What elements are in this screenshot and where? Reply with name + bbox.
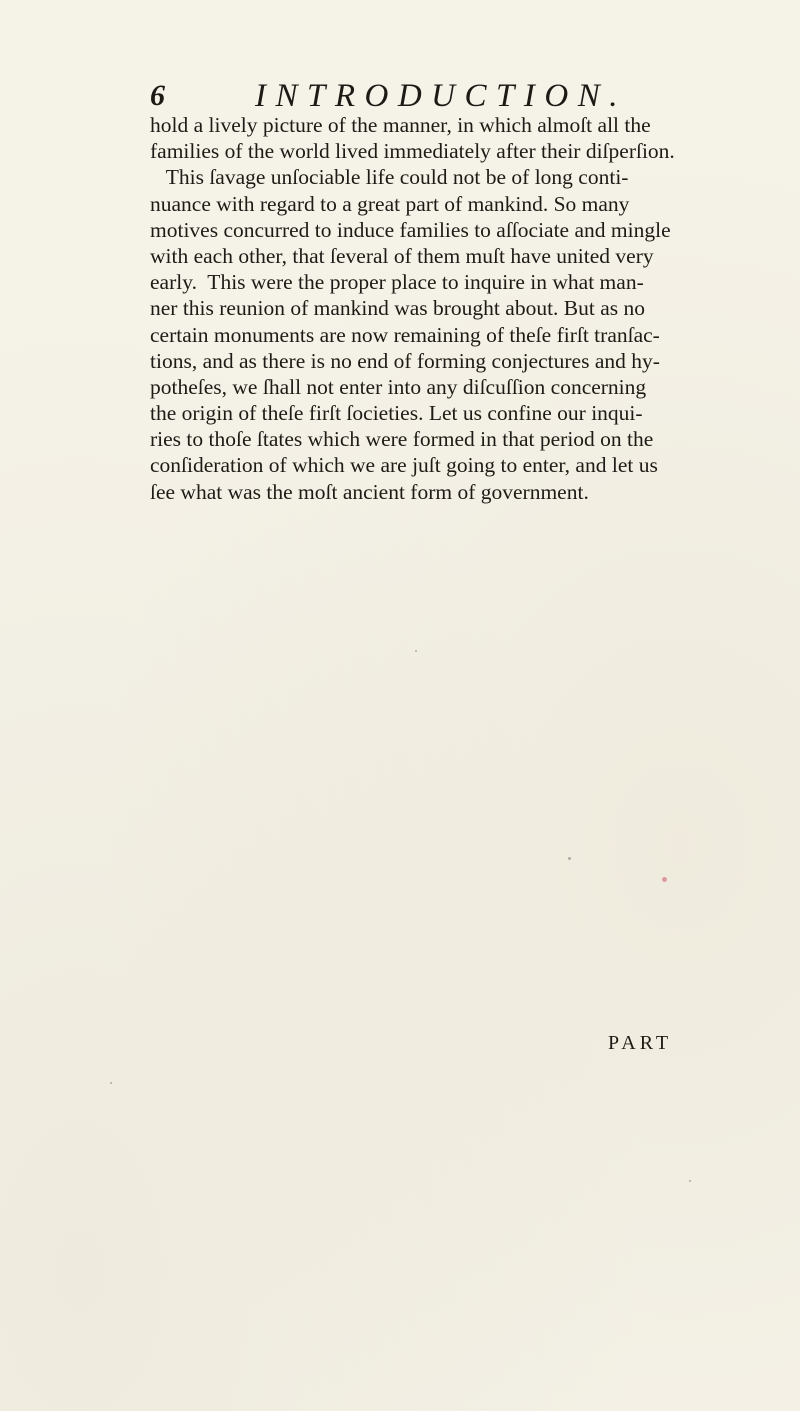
page-number: 6 [150,79,165,112]
text-line: early. This were the proper place to inquire in what man- [150,270,644,295]
text-line: the origin of theſe firſt ſocieties. Let us confine our inqui- [150,401,643,426]
text-line: tions, and as there is no end of forming conjectures and hy- [150,348,660,373]
text-line: ner this reunion of mankind was brought about. But as no [150,296,646,321]
body-text [150,112,800,505]
paper-speck [662,877,667,882]
text-line: ries to thoſe ſtates which were formed in that period on the [150,427,654,452]
text-line: nuance with regard to a great part of mankind. So many [150,191,630,216]
text-line: This ſavage unſociable life could not be of long conti- [150,165,629,190]
text-line: potheſes, we ſhall not enter into any diſcuſſion concerning [150,374,647,399]
paper-speck [415,650,417,652]
paper-speck [689,1180,691,1182]
text-line: conſideration of which we are juſt going to enter, and let us [150,453,658,478]
paper-speck [568,857,571,860]
text-line: families of the world lived immediately after their diſperſion. [150,139,675,164]
text-line: certain monuments are now remaining of theſe firſt tranſac- [150,322,660,347]
text-line: motives concurred to induce families to aſſociate and mingle [150,217,671,242]
text-line: hold a lively picture of the manner, in which almoſt all the [150,113,651,137]
chapter-title: INTRODUCTION. [255,78,627,114]
text-line: with each other, that ſeveral of them muſt have united very [150,243,654,268]
paper-speck [110,1082,112,1084]
catchword: PART [608,1032,673,1054]
text-line: ſee what was the moſt ancient form of government. [150,479,589,504]
